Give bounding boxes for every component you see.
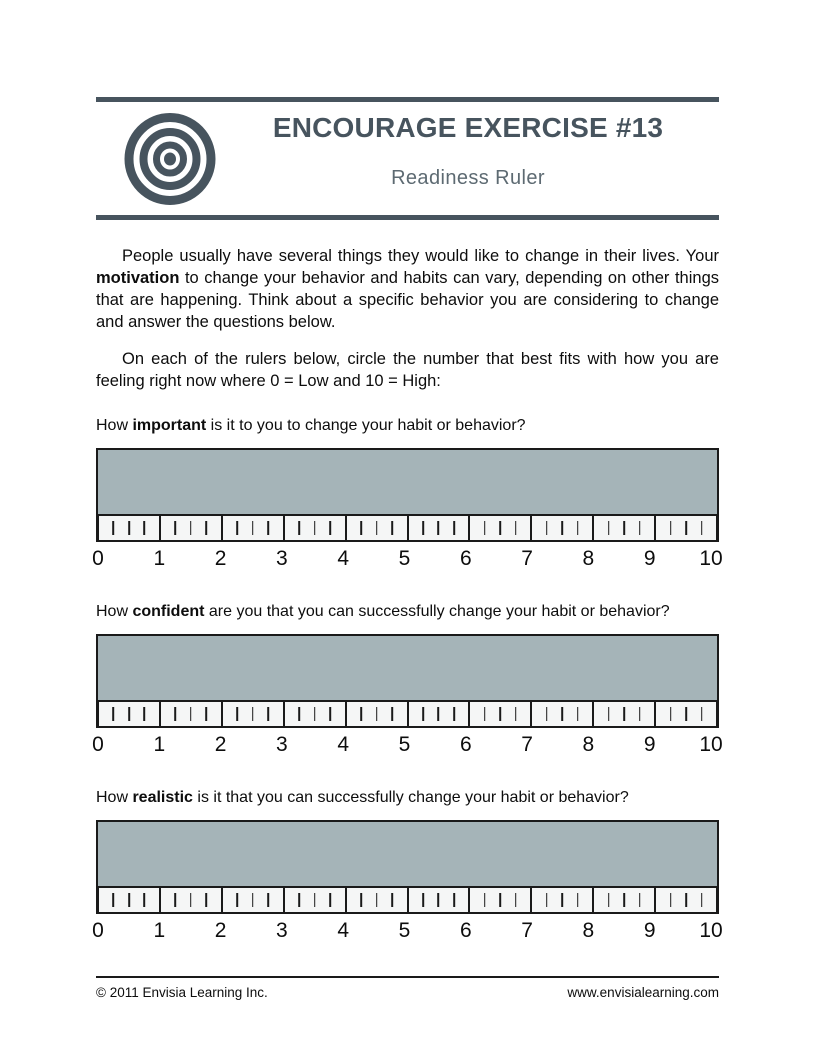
ruler-major-tick	[221, 516, 223, 540]
ruler-scale-number-5: 5	[398, 547, 411, 570]
ruler-minor-tick	[329, 707, 331, 721]
ruler-tick-strip	[98, 888, 717, 912]
ruler-minor-tick	[453, 707, 455, 721]
ruler-minor-tick	[561, 707, 563, 721]
ruler-minor-tick	[685, 893, 687, 907]
ruler-minor-tick	[360, 707, 362, 721]
ruler-minor-tick	[329, 893, 331, 907]
ruler-major-tick	[592, 888, 594, 912]
ruler-scale-number-8: 8	[582, 547, 595, 570]
page-subtitle: Readiness Ruler	[391, 166, 545, 189]
ruler-scale-number-2: 2	[214, 547, 227, 570]
ruler-scale-number-7: 7	[521, 733, 533, 756]
ruler-scale-number-2: 2	[214, 733, 227, 756]
page-footer	[96, 976, 719, 1000]
question-pre: How	[96, 603, 133, 620]
ruler-scale-number-7: 7	[521, 547, 533, 570]
ruler-minor-tick	[190, 893, 192, 907]
ruler-minor-tick	[128, 893, 130, 907]
ruler-scale-number-10: 10	[699, 919, 723, 942]
ruler-major-tick	[407, 516, 409, 540]
ruler-major-tick	[221, 702, 223, 726]
ruler-minor-tick	[267, 707, 269, 721]
ruler-minor-tick	[376, 521, 378, 535]
ruler-minor-tick	[252, 707, 254, 721]
ruler-scale-numbers	[92, 733, 723, 757]
ruler-minor-tick	[422, 893, 424, 907]
ruler-minor-tick	[438, 707, 440, 721]
ruler-scale-number-9: 9	[643, 547, 656, 570]
ruler-major-tick	[530, 702, 532, 726]
page-header	[96, 102, 719, 215]
intro-p1-bold-motivation: motivation	[96, 269, 180, 287]
question-post: are you that you can successfully change your habit or behavior?	[204, 603, 670, 620]
ruler-minor-tick	[561, 521, 563, 535]
ruler-scale-numbers	[92, 919, 723, 943]
question-confident	[96, 602, 719, 622]
ruler-minor-tick	[360, 893, 362, 907]
ruler-minor-tick	[175, 707, 177, 721]
ruler-fill-bar	[98, 450, 717, 516]
ruler-major-tick	[468, 702, 470, 726]
ruler-scale-number-1: 1	[153, 547, 166, 570]
footer-copyright: © 2011 Envisia Learning Inc.	[96, 985, 268, 1000]
ruler-minor-tick	[314, 707, 316, 721]
ruler-scale-number-6: 6	[459, 919, 472, 942]
ruler-minor-tick	[252, 521, 254, 535]
question-important	[96, 416, 719, 436]
ruler-scale-number-9: 9	[643, 919, 656, 942]
ruler-scale-number-3: 3	[276, 733, 288, 756]
ruler-major-tick	[283, 702, 285, 726]
ruler-minor-tick	[453, 893, 455, 907]
ruler-minor-tick	[546, 893, 548, 907]
ruler-minor-tick	[236, 707, 238, 721]
ruler-minor-tick	[484, 707, 486, 721]
ruler-minor-tick	[670, 521, 672, 535]
ruler-minor-tick	[376, 707, 378, 721]
ruler-minor-tick	[376, 893, 378, 907]
ruler-minor-tick	[670, 893, 672, 907]
ruler-scale-number-5: 5	[398, 919, 411, 942]
question-pre: How	[96, 417, 133, 434]
ruler-minor-tick	[314, 521, 316, 535]
ruler-major-tick	[159, 888, 161, 912]
ruler-minor-tick	[561, 893, 563, 907]
ruler-fill-bar	[98, 822, 717, 888]
header-bottom-rule	[96, 215, 719, 220]
ruler-minor-tick	[128, 707, 130, 721]
ruler-major-tick	[283, 888, 285, 912]
ruler-graphic	[96, 634, 719, 728]
ruler-major-tick	[407, 702, 409, 726]
ruler-scale-number-6: 6	[459, 733, 472, 756]
ruler-minor-tick	[236, 521, 238, 535]
question-keyword: confident	[132, 603, 205, 620]
ruler-major-tick	[716, 516, 717, 540]
ruler-scale-number-7: 7	[521, 919, 533, 942]
ruler-minor-tick	[685, 521, 687, 535]
ruler-major-tick	[345, 516, 347, 540]
ruler-scale-number-10: 10	[699, 547, 723, 570]
ruler-minor-tick	[113, 893, 115, 907]
ruler-minor-tick	[206, 707, 208, 721]
question-post: is it to you to change your habit or behavior?	[206, 417, 526, 434]
ruler-scale-number-8: 8	[582, 733, 595, 756]
ruler-major-tick	[407, 888, 409, 912]
ruler-major-tick	[716, 888, 717, 912]
ruler-minor-tick	[608, 707, 610, 721]
ruler-major-tick	[221, 888, 223, 912]
ruler-scale-numbers	[92, 547, 723, 571]
page-content	[92, 0, 723, 943]
ruler-minor-tick	[639, 521, 641, 535]
ruler-minor-tick	[252, 893, 254, 907]
ruler-minor-tick	[639, 707, 641, 721]
ruler-major-tick	[530, 516, 532, 540]
ruler-major-tick	[98, 702, 99, 726]
ruler-minor-tick	[438, 521, 440, 535]
ruler-minor-tick	[314, 893, 316, 907]
ruler-minor-tick	[515, 893, 517, 907]
ruler-scale-number-10: 10	[699, 733, 723, 756]
ruler-minor-tick	[113, 707, 115, 721]
ruler-minor-tick	[175, 521, 177, 535]
ruler-minor-tick	[438, 893, 440, 907]
question-keyword: realistic	[132, 789, 193, 806]
ruler-minor-tick	[701, 521, 703, 535]
ruler-minor-tick	[623, 521, 625, 535]
header-text-block	[217, 102, 719, 190]
footer-website: www.envisialearning.com	[567, 985, 719, 1000]
ruler-scale-number-8: 8	[582, 919, 595, 942]
ruler-minor-tick	[267, 521, 269, 535]
footer-rule	[96, 976, 719, 978]
ruler-scale-number-9: 9	[643, 733, 656, 756]
ruler-minor-tick	[484, 521, 486, 535]
ruler-major-tick	[654, 516, 656, 540]
ruler-minor-tick	[500, 707, 502, 721]
ruler-minor-tick	[298, 707, 300, 721]
ruler-minor-tick	[113, 521, 115, 535]
ruler-scale-number-3: 3	[276, 547, 288, 570]
ruler-important	[92, 448, 723, 571]
ruler-minor-tick	[577, 893, 579, 907]
ruler-scale-number-4: 4	[337, 919, 350, 942]
ruler-confident	[92, 634, 723, 757]
ruler-scale-number-0: 0	[92, 919, 104, 942]
question-pre: How	[96, 789, 133, 806]
ruler-minor-tick	[391, 521, 393, 535]
ruler-minor-tick	[685, 707, 687, 721]
ruler-scale-number-5: 5	[398, 733, 411, 756]
page-title: ENCOURAGE EXERCISE #13	[272, 112, 664, 143]
ruler-minor-tick	[144, 707, 146, 721]
intro-paragraph-1	[96, 245, 719, 333]
ruler-scale-number-6: 6	[459, 547, 472, 570]
question-keyword: important	[132, 417, 207, 434]
ruler-graphic	[96, 820, 719, 914]
ruler-minor-tick	[422, 707, 424, 721]
bullseye-target-icon	[123, 113, 217, 205]
ruler-minor-tick	[360, 521, 362, 535]
intro-paragraph-2: On each of the rulers below, circle the number that best fits with how you are feeling right now where 0 = Low and 10 = High:	[96, 350, 719, 390]
ruler-major-tick	[530, 888, 532, 912]
ruler-minor-tick	[128, 521, 130, 535]
ruler-minor-tick	[453, 521, 455, 535]
ruler-major-tick	[716, 702, 717, 726]
ruler-minor-tick	[577, 521, 579, 535]
ruler-major-tick	[592, 516, 594, 540]
ruler-minor-tick	[391, 893, 393, 907]
ruler-minor-tick	[144, 893, 146, 907]
ruler-minor-tick	[190, 707, 192, 721]
ruler-minor-tick	[608, 893, 610, 907]
ruler-tick-strip	[98, 516, 717, 540]
ruler-major-tick	[159, 516, 161, 540]
ruler-minor-tick	[546, 707, 548, 721]
ruler-minor-tick	[608, 521, 610, 535]
ruler-major-tick	[654, 702, 656, 726]
ruler-major-tick	[159, 702, 161, 726]
ruler-minor-tick	[175, 893, 177, 907]
ruler-minor-tick	[190, 521, 192, 535]
ruler-minor-tick	[236, 893, 238, 907]
ruler-minor-tick	[623, 707, 625, 721]
ruler-major-tick	[654, 888, 656, 912]
ruler-scale-number-2: 2	[214, 919, 227, 942]
ruler-scale-number-1: 1	[153, 733, 166, 756]
question-post: is it that you can successfully change your habit or behavior?	[192, 789, 629, 806]
intro-p1-before: People usually have several things they would like to change in their lives. Your	[122, 247, 719, 265]
ruler-fill-bar	[98, 636, 717, 702]
ruler-minor-tick	[298, 893, 300, 907]
ruler-minor-tick	[546, 521, 548, 535]
ruler-scale-number-1: 1	[153, 919, 166, 942]
ruler-major-tick	[468, 888, 470, 912]
ruler-minor-tick	[670, 707, 672, 721]
ruler-minor-tick	[391, 707, 393, 721]
ruler-minor-tick	[701, 707, 703, 721]
ruler-minor-tick	[577, 707, 579, 721]
ruler-minor-tick	[206, 893, 208, 907]
ruler-major-tick	[592, 702, 594, 726]
intro-p1-after: to change your behavior and habits can vary, depending on other things that are happening. Think about a specific behavior you are considering to change and answer the questions below.	[96, 269, 719, 331]
ruler-scale-number-0: 0	[92, 733, 104, 756]
ruler-minor-tick	[639, 893, 641, 907]
ruler-major-tick	[98, 888, 99, 912]
ruler-minor-tick	[144, 521, 146, 535]
ruler-minor-tick	[500, 893, 502, 907]
ruler-minor-tick	[329, 521, 331, 535]
ruler-minor-tick	[298, 521, 300, 535]
ruler-major-tick	[345, 888, 347, 912]
ruler-minor-tick	[206, 521, 208, 535]
ruler-minor-tick	[500, 521, 502, 535]
ruler-minor-tick	[267, 893, 269, 907]
ruler-major-tick	[98, 516, 99, 540]
ruler-realistic	[92, 820, 723, 943]
ruler-minor-tick	[623, 893, 625, 907]
ruler-graphic	[96, 448, 719, 542]
ruler-minor-tick	[701, 893, 703, 907]
ruler-major-tick	[468, 516, 470, 540]
ruler-scale-number-3: 3	[276, 919, 288, 942]
ruler-minor-tick	[484, 893, 486, 907]
ruler-minor-tick	[515, 521, 517, 535]
ruler-major-tick	[345, 702, 347, 726]
ruler-minor-tick	[515, 707, 517, 721]
ruler-scale-number-4: 4	[337, 733, 350, 756]
ruler-minor-tick	[422, 521, 424, 535]
ruler-tick-strip	[98, 702, 717, 726]
ruler-scale-number-0: 0	[92, 547, 104, 570]
ruler-major-tick	[283, 516, 285, 540]
question-realistic	[96, 788, 719, 808]
ruler-scale-number-4: 4	[337, 547, 350, 570]
